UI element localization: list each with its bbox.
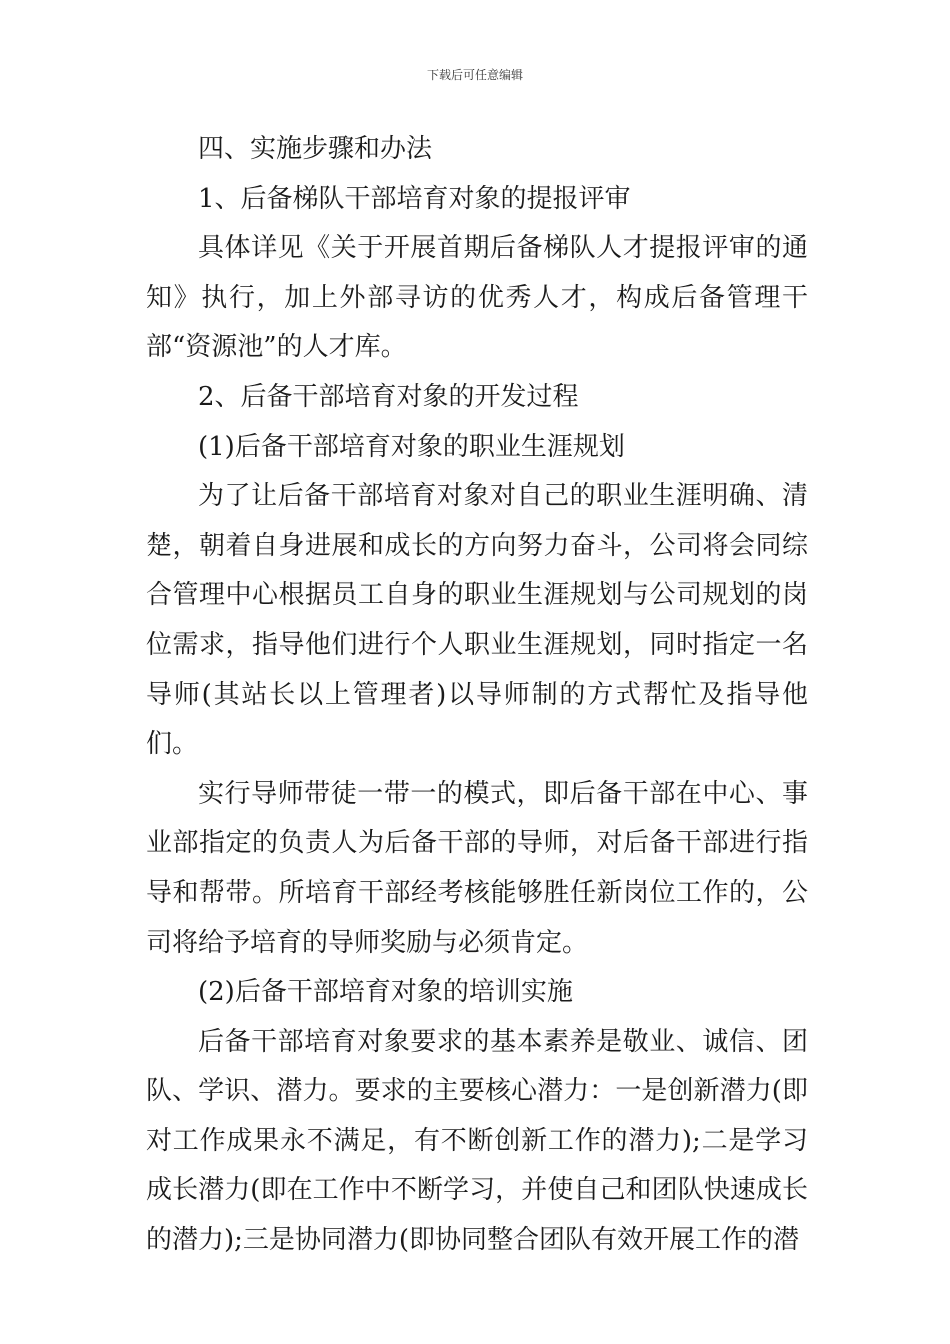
- paragraph: 后备干部培育对象要求的基本素养是敬业、诚信、团队、学识、潜力。要求的主要核心潜力：一是创新潜力(即对工作成果永不满足，有不断创新工作的潜力);二是学习成长潜力(即在工作中不断学习，并使自己和团队快速成长的潜力);三是协同潜力(即协同整合团队有效开展工作的潜: [146, 1026, 808, 1256]
- body-text: [146, 125, 808, 1266]
- subsection-heading: (1)后备干部培育对象的职业生涯规划: [198, 431, 625, 462]
- paragraph: 具体详见《关于开展首期后备梯队人才提报评审的通知》执行，加上外部寻访的优秀人才，构成后备管理干部“资源池”的人才库。: [146, 233, 808, 363]
- paragraph: 实行导师带徒一带一的模式，即后备干部在中心、事业部指定的负责人为后备干部的导师，对后备干部进行指导和帮带。所培育干部经考核能够胜任新岗位工作的，公司将给予培育的导师奖励与必须肯定。: [146, 778, 808, 958]
- subsection-heading: 1、后备梯队干部培育对象的提报评审: [198, 183, 631, 214]
- paragraph: 为了让后备干部培育对象对自己的职业生涯明确、清楚，朝着自身进展和成长的方向努力奋斗，公司将会同综合管理中心根据员工自身的职业生涯规划与公司规划的岗位需求，指导他们进行个人职业生涯规划，同时指定一名导师(其站长以上管理者)以导师制的方式帮忙及指导他们。: [146, 481, 808, 760]
- header-note: 下载后可任意编辑: [426, 68, 523, 82]
- subsection-heading: (2)后备干部培育对象的培训实施: [198, 977, 573, 1008]
- subsection-heading: 2、后备干部培育对象的开发过程: [198, 381, 579, 412]
- section-heading: 四、实施步骤和办法: [198, 134, 433, 164]
